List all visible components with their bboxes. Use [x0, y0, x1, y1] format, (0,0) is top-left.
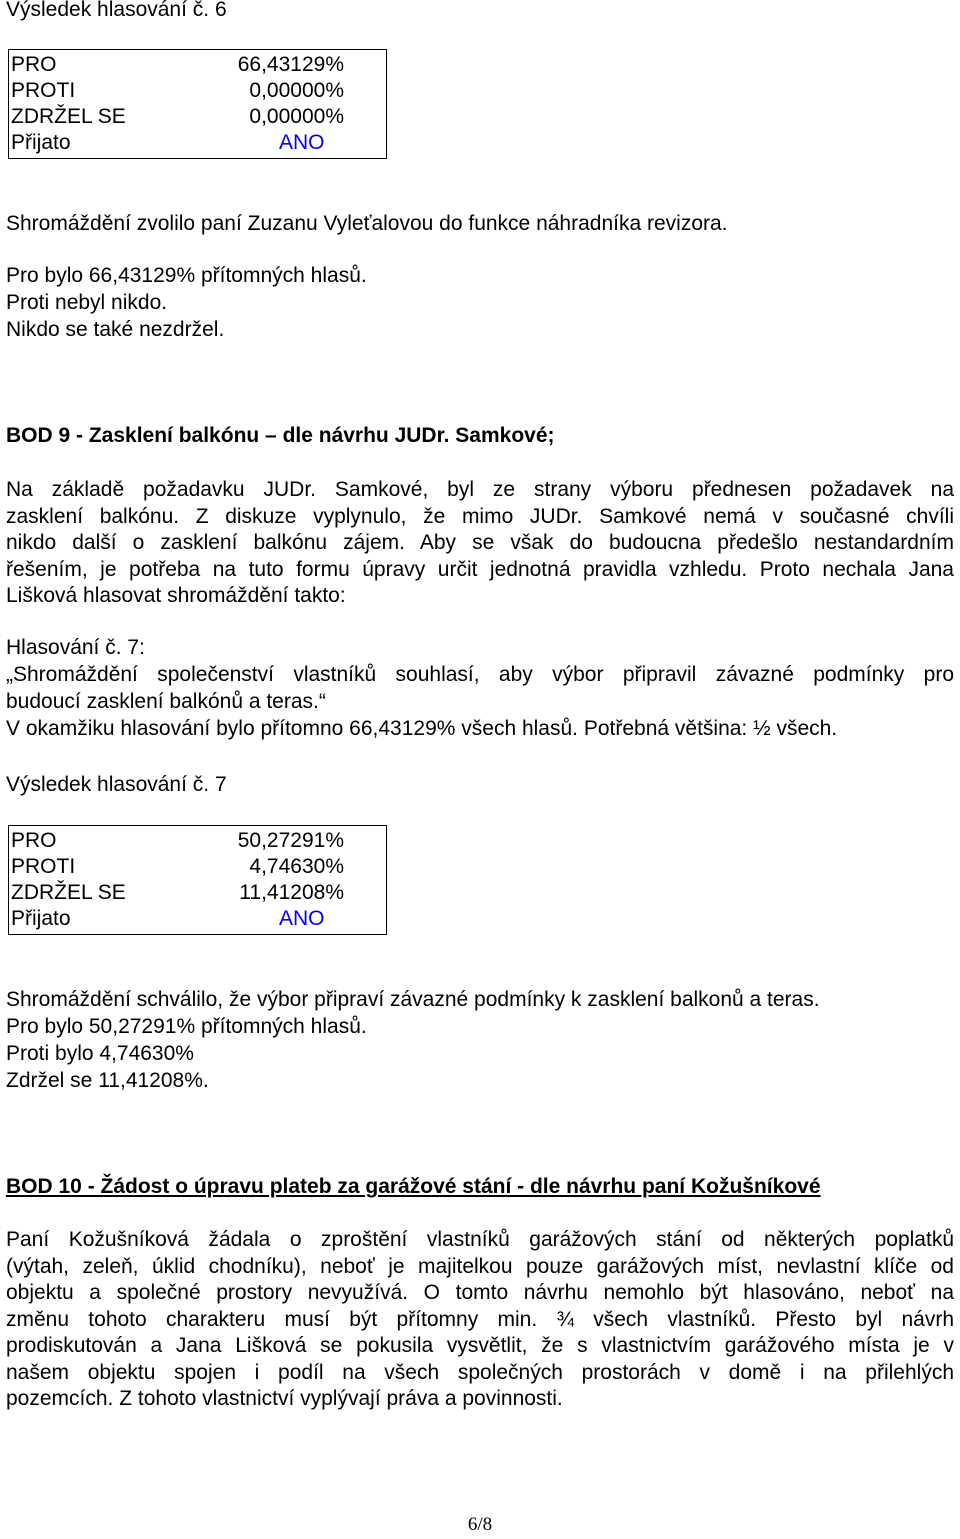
vote7-heading: Hlasování č. 7:: [6, 636, 145, 659]
row-value: 66,43129%: [237, 53, 344, 76]
result6-table: [8, 49, 387, 159]
paragraph-line: objektu a společné prostory nevyužívá. O tomto návrhu nemohlo být hlasováno, neboť na: [6, 1281, 954, 1304]
page-number: 6/8: [467, 1514, 493, 1535]
row-value: 0,00000%: [249, 105, 344, 128]
row-label: ZDRŽEL SE: [11, 881, 126, 904]
summary6-line3: Proti nebyl nikdo.: [6, 291, 168, 314]
bod10-paragraph: [6, 1227, 954, 1413]
bod9-heading: BOD 9 - Zasklení balkónu – dle návrhu JUDr. Samkové;: [6, 424, 555, 447]
accepted-value: ANO: [279, 907, 325, 930]
result6-heading: Výsledek hlasování č. 6: [6, 0, 227, 21]
paragraph-line: Lišková hlasovat shromáždění takto:: [6, 584, 346, 607]
accepted-label: Přijato: [11, 131, 71, 154]
row-label: PRO: [11, 53, 57, 76]
vote7-text-line1: „Shromáždění společenství vlastníků souhlasí, aby výbor připravil závazné podmínky pro: [6, 663, 954, 686]
summary6-line1: Shromáždění zvolilo paní Zuzanu Vyleťalovou do funkce náhradníka revizora.: [6, 212, 728, 235]
paragraph-line: (výtah, zeleň, úklid chodníku), neboť je majitelkou pouze garážových míst, nevlastní klíče od: [6, 1254, 954, 1278]
table-row: [11, 78, 386, 104]
row-value: 11,41208%: [239, 881, 344, 904]
table-row: [11, 104, 386, 130]
row-label: PRO: [11, 829, 57, 852]
paragraph-line: Na základě požadavku JUDr. Samkové, byl ze strany výboru přednesen požadavek na: [6, 478, 954, 501]
row-value: 50,27291%: [237, 829, 344, 852]
bod10-heading: BOD 10 - Žádost o úpravu plateb za garážové stání - dle návrhu paní Kožušníkové: [6, 1175, 821, 1198]
summary7-line3: Proti bylo 4,74630%: [6, 1042, 194, 1065]
result7-heading: Výsledek hlasování č. 7: [6, 773, 227, 796]
paragraph-line: Paní Kožušníková žádala o zproštění vlastníků garážových stání od některých poplatků: [6, 1228, 954, 1251]
accepted-value: ANO: [279, 131, 325, 154]
vote7-presence: V okamžiku hlasování bylo přítomno 66,43129% všech hlasů. Potřebná většina: ½ všech.: [6, 717, 838, 740]
table-row: [11, 130, 386, 156]
row-label: PROTI: [11, 79, 76, 102]
accepted-label: Přijato: [11, 907, 71, 930]
paragraph-line: prodiskutován a Jana Lišková se pokusila vysvětlit, že s vlastnictvím garážového místa je v: [6, 1334, 954, 1357]
summary6-line2: Pro bylo 66,43129% přítomných hlasů.: [6, 264, 367, 287]
vote7-text-line2: budoucí zasklení balkónů a teras.“: [6, 690, 326, 713]
paragraph-line: našem objektu spojen i podíl na všech společných prostorách v domě i na přilehlých: [6, 1360, 954, 1384]
paragraph-line: nikdo další o zasklení balkónu zájem. Aby se však do budoucna předešlo nestandardním: [6, 531, 954, 554]
table-row: [11, 906, 386, 932]
paragraph-line: řešením, je potřeba na tuto formu úpravy určit jednotná pravidla vzhledu. Proto nechala Jana: [6, 557, 954, 581]
row-label: ZDRŽEL SE: [11, 105, 126, 128]
table-row: [11, 52, 386, 78]
row-label: PROTI: [11, 855, 76, 878]
bod9-paragraph: [6, 477, 954, 610]
row-value: 4,74630%: [249, 855, 344, 878]
paragraph-line: zasklení balkónu. Z diskuze vyplynulo, že mimo JUDr. Samkové nemá v současné chvíli: [6, 504, 954, 528]
row-value: 0,00000%: [249, 79, 344, 102]
table-row: [11, 880, 386, 906]
paragraph-line: pozemcích. Z tohoto vlastnictví vyplývají práva a povinnosti.: [6, 1387, 563, 1410]
table-row: [11, 828, 386, 854]
paragraph-line: změnu tohoto charakteru musí být přítomny min. ¾ všech vlastníků. Přesto byl návrh: [6, 1307, 954, 1331]
summary7-line1: Shromáždění schválilo, že výbor připraví závazné podmínky k zasklení balkonů a teras.: [6, 988, 820, 1011]
table-row: [11, 854, 386, 880]
summary7-line4: Zdržel se 11,41208%.: [6, 1069, 209, 1092]
summary7-line2: Pro bylo 50,27291% přítomných hlasů.: [6, 1015, 367, 1038]
result7-table: [8, 825, 387, 935]
summary6-line4: Nikdo se také nezdržel.: [6, 318, 225, 341]
